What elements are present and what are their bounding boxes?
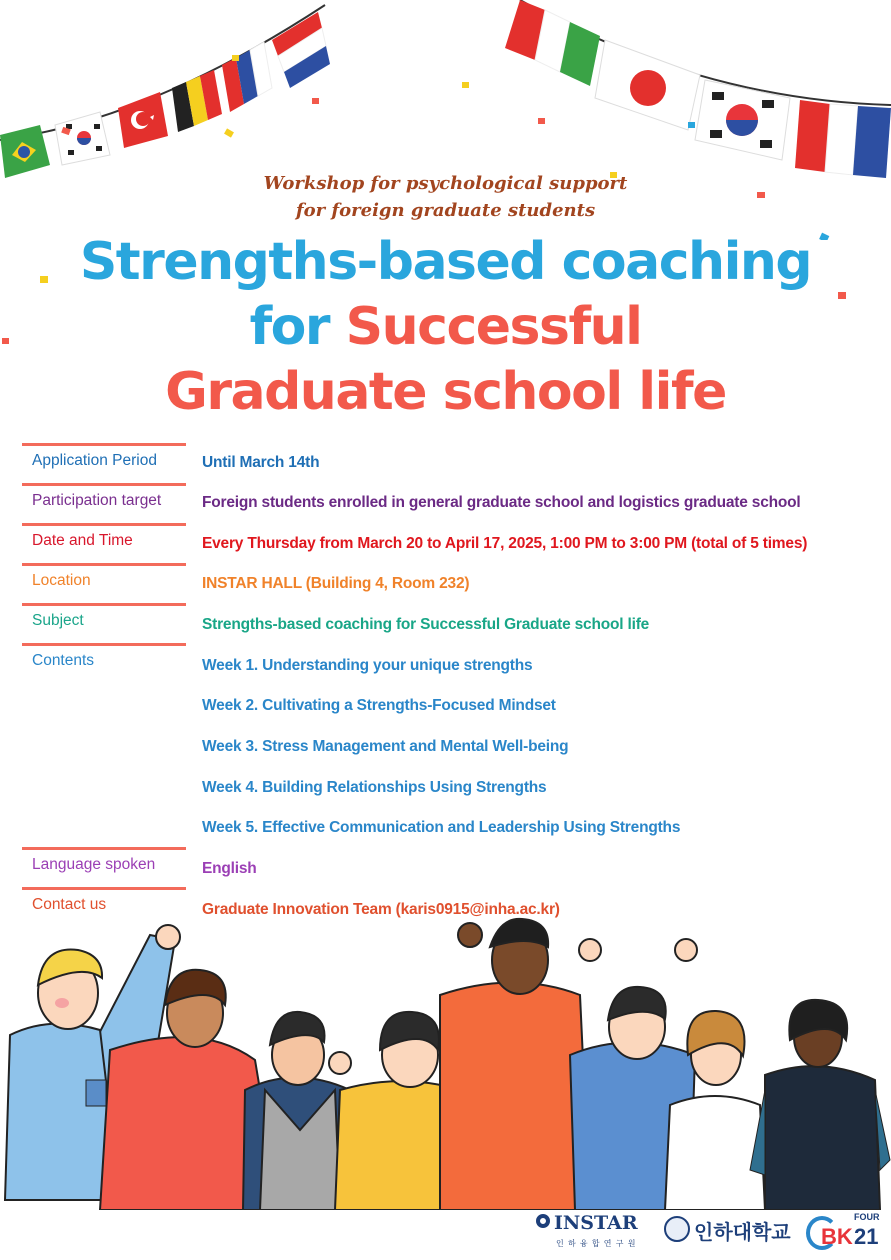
label-application-period: Application Period	[22, 443, 186, 480]
person-orange-sweater	[440, 919, 590, 1210]
contents-week-1: Week 1. Understanding your unique strengths	[202, 657, 533, 674]
korea-flag-large-icon	[695, 80, 790, 160]
label-date-time: Date and Time	[22, 523, 186, 560]
label-language: Language spoken	[22, 847, 186, 884]
france-flag-right-icon	[795, 100, 891, 178]
inha-university-logo-text: 인하대학교	[694, 1220, 791, 1244]
value-application-period: Until March 14th	[202, 454, 320, 471]
contents-week-5: Week 5. Effective Communication and Leadership Using Strengths	[202, 819, 681, 836]
france-flag-left-icon	[222, 42, 272, 112]
korea-flag-small-icon	[55, 112, 110, 165]
contents-week-4: Week 4. Building Relationships Using Strengths	[202, 779, 547, 796]
label-location: Location	[22, 563, 186, 600]
instar-logo-icon	[536, 1214, 550, 1228]
instar-logo-subtext: 인 하 융 합 연 구 원	[556, 1239, 637, 1248]
value-date-time: Every Thursday from March 20 to April 17, 2025, 1:00 PM to 3:00 PM (total of 5 times)	[202, 535, 808, 552]
footer-logos	[530, 1210, 891, 1260]
title-line3: Graduate school life	[165, 362, 726, 422]
label-participation-target: Participation target	[22, 483, 186, 520]
belgium-flag-icon	[172, 70, 222, 132]
instar-logo-text: INSTAR	[554, 1212, 638, 1234]
bk21-bk-text: BK	[821, 1224, 853, 1249]
value-language: English	[202, 860, 257, 877]
person-white-shirt	[665, 1011, 765, 1210]
label-contact: Contact us	[22, 887, 186, 924]
contents-week-3: Week 3. Stress Management and Mental Well-being	[202, 738, 569, 755]
turkey-flag-icon	[118, 92, 168, 148]
inha-emblem-icon	[664, 1216, 690, 1242]
italy-flag-icon	[505, 0, 600, 86]
bk21-number-text: 21	[854, 1224, 879, 1249]
netherlands-flag-icon	[272, 12, 330, 88]
title-line2	[0, 297, 891, 357]
label-subject: Subject	[22, 603, 186, 640]
value-participation-target: Foreign students enrolled in general graduate school and logistics graduate school	[202, 494, 801, 511]
title-line1: Strengths-based coaching	[79, 232, 812, 292]
value-contact: Graduate Innovation Team (karis0915@inha.ac.kr)	[202, 901, 560, 918]
title-successful: Successful	[345, 297, 642, 357]
label-contents: Contents	[22, 643, 186, 680]
japan-flag-icon	[595, 40, 700, 130]
bk21-four-text: FOUR	[854, 1212, 880, 1222]
cheering-people-illustration	[0, 915, 891, 1210]
contents-week-2: Week 2. Cultivating a Strengths-Focused Mindset	[202, 697, 556, 714]
subtitle-line1: Workshop for psychological support	[263, 173, 628, 194]
value-subject: Strengths-based coaching for Successful Graduate school life	[202, 616, 650, 633]
subtitle-line2: for foreign graduate students	[295, 200, 596, 221]
value-location: INSTAR HALL (Building 4, Room 232)	[202, 575, 470, 592]
title-for: for	[249, 297, 330, 357]
person-dark-top	[750, 1000, 890, 1210]
